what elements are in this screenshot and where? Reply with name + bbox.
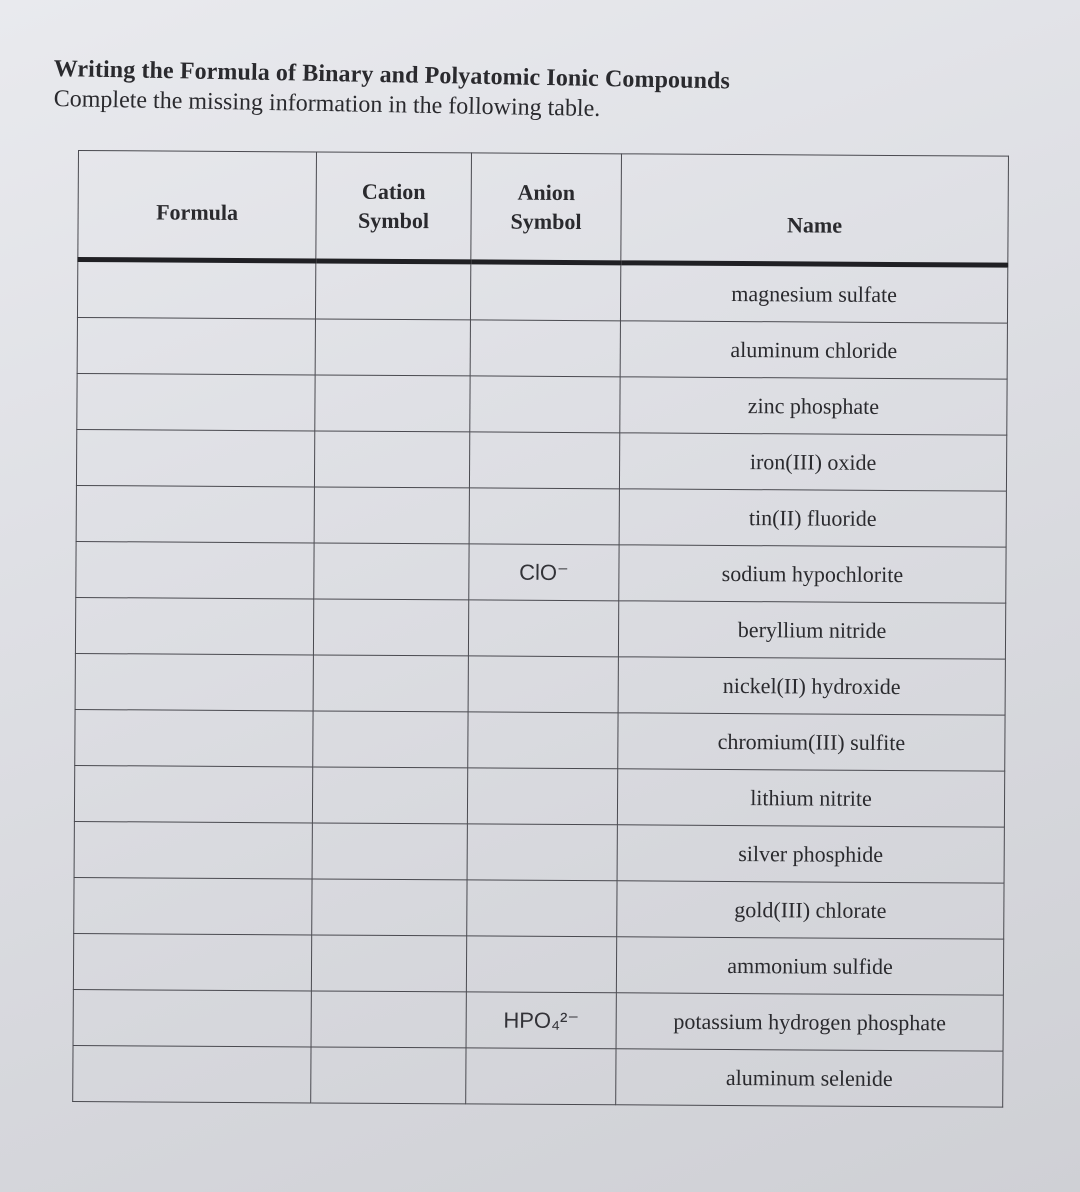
anion-cell[interactable] bbox=[469, 488, 619, 545]
formula-cell[interactable] bbox=[75, 653, 313, 710]
table-row bbox=[73, 1045, 1003, 1107]
compound-name-cell: tin(II) fluoride bbox=[619, 489, 1006, 547]
formula-cell[interactable] bbox=[73, 1045, 311, 1102]
cation-cell[interactable] bbox=[315, 375, 470, 432]
formula-cell[interactable] bbox=[73, 933, 311, 990]
table-header-row bbox=[78, 151, 1009, 266]
cation-cell[interactable] bbox=[315, 261, 470, 320]
anion-cell[interactable] bbox=[468, 600, 618, 657]
compound-name-cell: chromium(III) sulfite bbox=[618, 713, 1005, 771]
table-row bbox=[74, 821, 1004, 883]
formula-cell[interactable] bbox=[77, 317, 315, 374]
anion-cell[interactable]: ClO⁻ bbox=[469, 544, 619, 601]
table-row bbox=[73, 933, 1003, 995]
cation-cell[interactable] bbox=[315, 319, 470, 376]
compound-name-cell: aluminum chloride bbox=[620, 321, 1007, 379]
table-row bbox=[76, 429, 1006, 491]
header-cation-line1: Cation bbox=[361, 178, 426, 205]
compound-name-cell: ammonium sulfide bbox=[616, 937, 1003, 995]
compound-table bbox=[72, 150, 1009, 1108]
header-cation-symbol bbox=[316, 152, 472, 262]
compound-name-cell: nickel(II) hydroxide bbox=[618, 657, 1005, 715]
cation-cell[interactable] bbox=[314, 431, 469, 488]
table-row bbox=[75, 653, 1005, 715]
formula-cell[interactable] bbox=[74, 821, 312, 878]
table-row bbox=[76, 541, 1006, 603]
cation-cell[interactable] bbox=[312, 767, 467, 824]
cation-cell[interactable] bbox=[314, 543, 469, 600]
table-row bbox=[75, 597, 1005, 659]
formula-cell[interactable] bbox=[77, 373, 315, 430]
table-row bbox=[74, 877, 1004, 939]
anion-cell[interactable] bbox=[466, 1048, 616, 1105]
worksheet-title: Writing the Formula of Binary and Polyatomic Ionic Compounds bbox=[53, 56, 731, 95]
cation-cell[interactable] bbox=[312, 823, 467, 880]
anion-cell[interactable] bbox=[467, 768, 617, 825]
compound-name-cell: potassium hydrogen phosphate bbox=[616, 993, 1003, 1051]
worksheet-instructions: Complete the missing information in the following table. bbox=[53, 86, 601, 123]
anion-cell[interactable] bbox=[470, 376, 620, 433]
compound-table-container bbox=[72, 150, 1008, 1108]
header-anion-line1: Anion bbox=[517, 179, 576, 206]
anion-cell[interactable] bbox=[466, 936, 616, 993]
formula-cell[interactable] bbox=[76, 485, 314, 542]
cation-cell[interactable] bbox=[312, 879, 467, 936]
header-formula bbox=[78, 151, 317, 261]
formula-cell[interactable] bbox=[76, 429, 314, 486]
header-cation-line2: Symbol bbox=[358, 207, 430, 234]
compound-name-cell: lithium nitrite bbox=[617, 769, 1004, 827]
compound-name-cell: silver phosphide bbox=[617, 825, 1004, 883]
formula-cell[interactable] bbox=[75, 709, 313, 766]
table-row bbox=[74, 765, 1004, 827]
cation-cell[interactable] bbox=[311, 991, 466, 1048]
cation-cell[interactable] bbox=[313, 655, 468, 712]
compound-name-cell: beryllium nitride bbox=[618, 601, 1005, 659]
table-row bbox=[77, 317, 1007, 379]
cation-cell[interactable] bbox=[313, 711, 468, 768]
compound-name-cell: sodium hypochlorite bbox=[619, 545, 1006, 603]
compound-name-cell: zinc phosphate bbox=[620, 377, 1007, 435]
anion-cell[interactable] bbox=[470, 262, 620, 321]
formula-cell[interactable] bbox=[76, 541, 314, 598]
anion-cell[interactable] bbox=[468, 712, 618, 769]
table-row bbox=[77, 260, 1007, 324]
header-anion-line2: Symbol bbox=[510, 208, 582, 235]
anion-cell[interactable] bbox=[469, 432, 619, 489]
compound-name-cell: magnesium sulfate bbox=[620, 263, 1007, 323]
anion-cell[interactable] bbox=[468, 656, 618, 713]
table-row bbox=[76, 485, 1006, 547]
cation-cell[interactable] bbox=[311, 1047, 466, 1104]
anion-cell[interactable]: HPO₄²⁻ bbox=[466, 992, 616, 1049]
compound-name-cell: aluminum selenide bbox=[616, 1049, 1003, 1107]
formula-cell[interactable] bbox=[73, 989, 311, 1046]
compound-name-cell: gold(III) chlorate bbox=[617, 881, 1004, 939]
anion-cell[interactable] bbox=[467, 824, 617, 881]
table-row bbox=[75, 709, 1005, 771]
cation-cell[interactable] bbox=[311, 935, 466, 992]
header-anion-symbol bbox=[471, 153, 622, 263]
formula-cell[interactable] bbox=[77, 260, 315, 319]
compound-name-cell: iron(III) oxide bbox=[619, 433, 1006, 491]
header-name bbox=[621, 154, 1009, 265]
table-row bbox=[77, 373, 1007, 435]
cation-cell[interactable] bbox=[314, 487, 469, 544]
formula-cell[interactable] bbox=[74, 877, 312, 934]
formula-cell[interactable] bbox=[74, 765, 312, 822]
table-row bbox=[73, 989, 1003, 1051]
cation-cell[interactable] bbox=[313, 599, 468, 656]
anion-cell[interactable] bbox=[470, 320, 620, 377]
header-name-label: Name bbox=[786, 211, 843, 238]
anion-cell[interactable] bbox=[467, 880, 617, 937]
formula-cell[interactable] bbox=[75, 597, 313, 654]
header-formula-label: Formula bbox=[156, 198, 239, 225]
